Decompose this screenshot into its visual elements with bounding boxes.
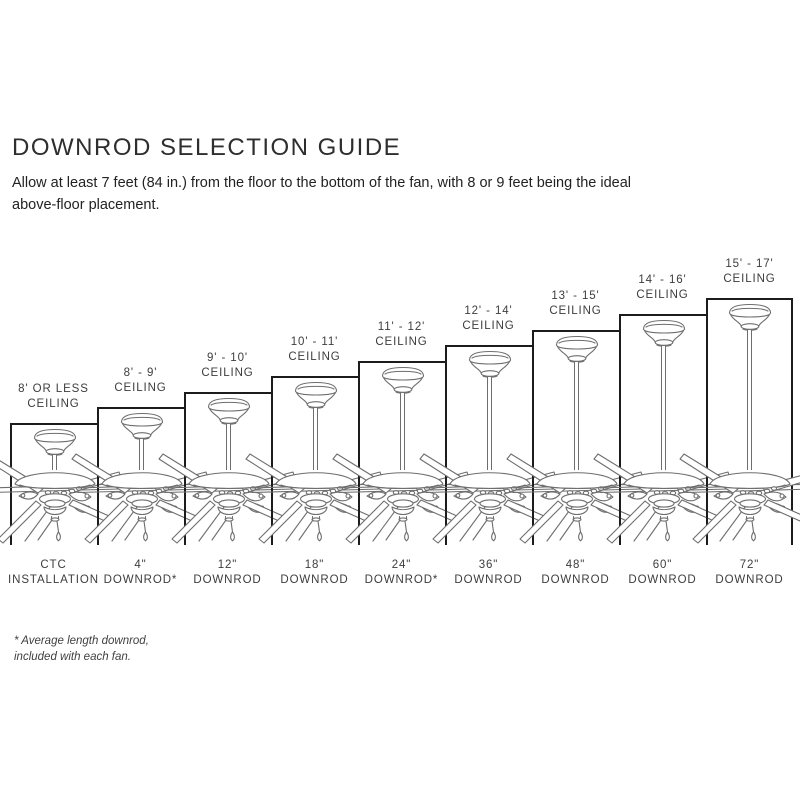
fan-panel-60in xyxy=(619,273,706,586)
footnote-line-1: * Average length downrod, xyxy=(14,635,149,647)
downrod-word: DOWNROD xyxy=(280,574,349,586)
ceiling-fan-illustration xyxy=(529,463,625,545)
ceiling-fan-illustration xyxy=(7,463,103,545)
downrod-size: CTC xyxy=(40,559,67,571)
ceiling-range: 11' - 12' xyxy=(377,321,426,333)
ceiling-height-label xyxy=(698,257,800,287)
downrod-size: 60" xyxy=(652,559,673,571)
ceiling-range: 15' - 17' xyxy=(725,258,774,270)
downrod-size: 24" xyxy=(391,559,412,571)
ceiling-step-box xyxy=(445,345,532,545)
downrod-illustration xyxy=(313,408,318,470)
fan-panel-72in xyxy=(706,257,793,586)
downrod-word: INSTALLATION xyxy=(8,574,99,586)
ceiling-word: CEILING xyxy=(375,336,428,348)
downrod-word: DOWNROD xyxy=(193,574,262,586)
downrod-illustration xyxy=(487,377,492,470)
fan-panel-24in xyxy=(358,320,445,586)
ceiling-step-box xyxy=(358,361,445,545)
ceiling-word: CEILING xyxy=(114,382,167,394)
ceiling-range: 13' - 15' xyxy=(551,290,600,302)
fan-canopy-illustration xyxy=(553,335,601,365)
downrod-illustration xyxy=(574,362,579,470)
ceiling-fan-illustration xyxy=(702,463,798,545)
ceiling-word: CEILING xyxy=(462,320,515,332)
fan-canopy-illustration xyxy=(379,366,427,396)
fan-canopy-illustration xyxy=(640,319,688,349)
ceiling-step-box xyxy=(532,330,619,545)
ceiling-word: CEILING xyxy=(288,351,341,363)
fan-panel-4in xyxy=(97,366,184,586)
fan-panel-48in xyxy=(532,289,619,586)
downrod-illustration xyxy=(400,393,405,470)
ceiling-fan-illustration xyxy=(355,463,451,545)
ceiling-word: CEILING xyxy=(723,273,776,285)
page-title: DOWNROD SELECTION GUIDE xyxy=(12,134,402,161)
downrod-illustration xyxy=(747,330,752,470)
downrod-word: DOWNROD* xyxy=(103,574,178,586)
fan-canopy-illustration xyxy=(31,428,79,458)
ceiling-step-box xyxy=(97,407,184,545)
ceiling-range: 10' - 11' xyxy=(290,336,339,348)
ceiling-word: CEILING xyxy=(27,398,80,410)
intro-line-2: above-floor placement. xyxy=(12,197,160,213)
fan-panel-18in xyxy=(271,335,358,586)
ceiling-word: CEILING xyxy=(201,367,254,379)
fan-panel-12in xyxy=(184,351,271,586)
ceiling-step-box xyxy=(619,314,706,545)
fan-canopy-illustration xyxy=(466,350,514,380)
downrod-size: 48" xyxy=(565,559,586,571)
ceiling-range: 12' - 14' xyxy=(464,305,513,317)
ceiling-step-box xyxy=(184,392,271,545)
downrod-word: DOWNROD xyxy=(541,574,610,586)
downrod-size: 12" xyxy=(217,559,238,571)
downrod-word: DOWNROD xyxy=(628,574,697,586)
ceiling-range: 14' - 16' xyxy=(638,274,687,286)
intro-line-1: Allow at least 7 feet (84 in.) from the floor to the bottom of the fan, with 8 or 9 feet being the ideal xyxy=(12,175,632,191)
fan-canopy-illustration xyxy=(726,303,774,333)
downrod-word: DOWNROD xyxy=(715,574,784,586)
ceiling-fan-illustration xyxy=(616,463,712,545)
ceiling-range: 9' - 10' xyxy=(207,352,248,364)
downrod-size: 36" xyxy=(478,559,499,571)
downrod-illustration xyxy=(661,346,666,470)
footnote-line-2: included with each fan. xyxy=(14,651,131,663)
downrod-size: 18" xyxy=(304,559,325,571)
ceiling-fan-illustration xyxy=(442,463,538,545)
downrod-size: 72" xyxy=(739,559,760,571)
fan-canopy-illustration xyxy=(118,412,166,442)
ceiling-word: CEILING xyxy=(636,289,689,301)
ceiling-range: 8' - 9' xyxy=(123,367,158,379)
downrod-word: DOWNROD xyxy=(454,574,523,586)
downrod-size: 4" xyxy=(134,559,147,571)
ceiling-step-box xyxy=(10,423,97,545)
fan-panel-36in xyxy=(445,304,532,586)
ceiling-fan-illustration xyxy=(181,463,277,545)
downrod-word: DOWNROD* xyxy=(364,574,439,586)
ceiling-word: CEILING xyxy=(549,305,602,317)
downrod-length-label xyxy=(698,558,800,588)
ceiling-fan-illustration xyxy=(94,463,190,545)
ceiling-fan-illustration xyxy=(268,463,364,545)
fan-canopy-illustration xyxy=(205,397,253,427)
footnote xyxy=(14,633,149,665)
ceiling-range: 8' OR LESS xyxy=(18,383,89,395)
fan-canopy-illustration xyxy=(292,381,340,411)
ceiling-step-box xyxy=(706,298,793,545)
